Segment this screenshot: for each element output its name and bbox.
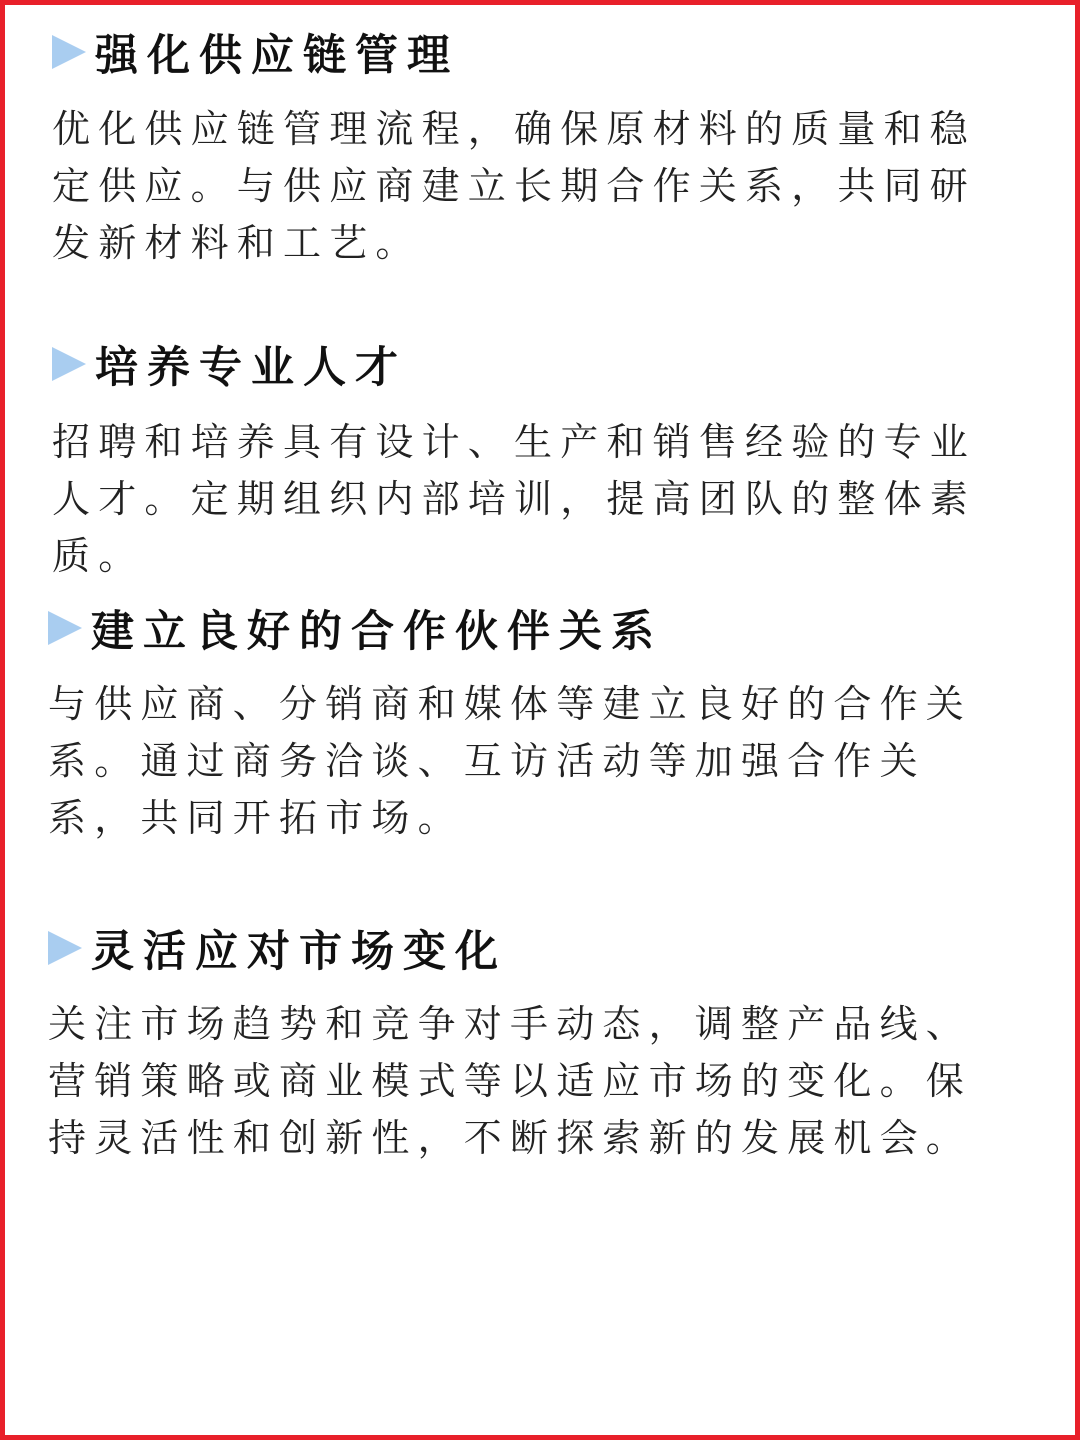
section-heading [48, 598, 1018, 658]
section-heading [52, 22, 1022, 82]
section-title: 强化供应链管理 [95, 30, 459, 81]
section-partnership [48, 598, 1018, 847]
section-heading [52, 334, 1022, 394]
section-supply-chain [52, 22, 1022, 272]
section-title: 建立良好的合作伙伴关系 [91, 606, 663, 657]
section-body: 与供应商、分销商和媒体等建立良好的合作关系。通过商务洽谈、互访活动等加强合作关系，共同开拓市场。 [48, 682, 973, 840]
section-title: 灵活应对市场变化 [91, 926, 507, 977]
section-heading [48, 918, 1018, 978]
section-body: 优化供应链管理流程，确保原材料的质量和稳定供应。与供应商建立长期合作关系，共同研发新材料和工艺。 [52, 107, 977, 265]
section-body: 关注市场趋势和竞争对手动态，调整产品线、营销策略或商业模式等以适应市场的变化。保持灵活性和创新性，不断探索新的发展机会。 [48, 1002, 973, 1160]
section-title: 培养专业人才 [95, 342, 407, 393]
triangle-bullet-icon [48, 931, 82, 965]
section-body: 招聘和培养具有设计、生产和销售经验的专业人才。定期组织内部培训，提高团队的整体素质。 [52, 420, 977, 578]
triangle-bullet-icon [48, 611, 82, 645]
triangle-bullet-icon [52, 347, 86, 381]
triangle-bullet-icon [52, 35, 86, 69]
section-market-change [48, 918, 1018, 1167]
section-talent [52, 334, 1022, 585]
